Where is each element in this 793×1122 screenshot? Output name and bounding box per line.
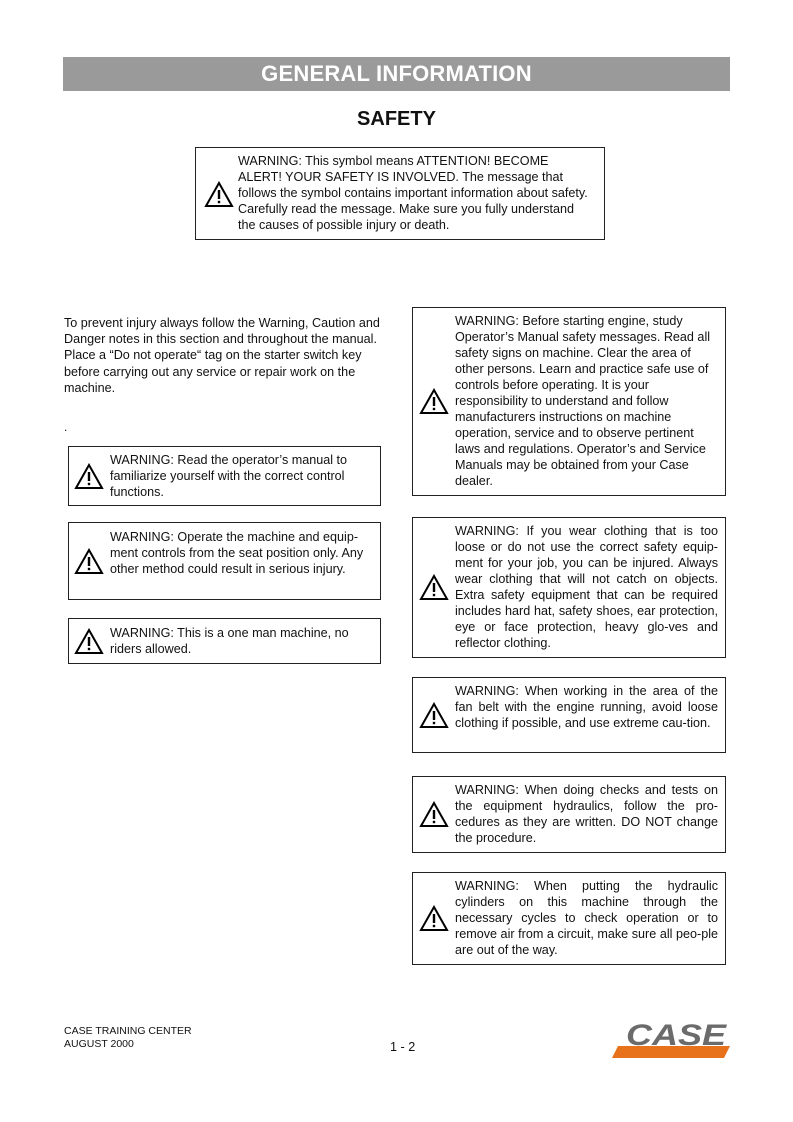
footer-info (64, 1025, 192, 1051)
warning-text: WARNING: When doing checks and tests on the equipment hydraulics, follow the pro-cedures as they are written. DO NOT change the procedure. (455, 783, 718, 845)
warning-text: WARNING: This is a one man machine, no riders allowed. (110, 626, 349, 656)
warning-icon (419, 801, 449, 828)
warning-text: WARNING: If you wear clothing that is too loose or do not use the correct safety equip-ment for your job, you can be injured. Always wear clothing that will not catch on objects. Extra safety equipment that can be required includes hard hat, safety shoes, ear protection, eye or face protection, heavy glo-ves and reflector clothing. (455, 524, 718, 650)
warning-box-clothing (412, 517, 726, 658)
warning-icon (74, 463, 104, 490)
warning-text: WARNING: When working in the area of the fan belt with the engine running, avoid loose clothing if possible, and use extreme cau-tion. (455, 684, 718, 730)
page-title: SAFETY (357, 108, 436, 130)
svg-text:CASE: CASE (626, 1019, 728, 1052)
warning-box-before-starting (412, 307, 726, 496)
case-logo (612, 1018, 730, 1058)
warning-box-hydraulic-cylinders (412, 872, 726, 965)
warning-box-one-man (68, 618, 381, 664)
section-header: GENERAL INFORMATION (63, 57, 730, 91)
warning-box-operators-manual (68, 446, 381, 506)
intro-paragraph: To prevent injury always follow the Warning, Caution and Danger notes in this section and throughout the manual. (64, 316, 380, 347)
warning-box-seat-position (68, 522, 381, 600)
warning-icon (419, 574, 449, 601)
warning-text: WARNING: Read the operator’s manual to familiarize yourself with the correct control functions. (110, 453, 348, 499)
warning-icon (419, 702, 449, 729)
stray-dot: . (64, 420, 68, 434)
page-number: 1 - 2 (390, 1040, 416, 1054)
warning-box-fan-belt (412, 677, 726, 753)
intro-paragraph: Place a “Do not operate“ tag on the starter switch key before carrying out any service or repair work on the machine. (64, 348, 362, 395)
footer-date: AUGUST 2000 (64, 1038, 134, 1050)
warning-icon (419, 905, 449, 932)
warning-text: WARNING: Before starting engine, study Operator’s Manual safety messages. Read all safety signs on machine. Clear the area of other persons. Learn and practice safe use of controls before operating. It is your responsibility to understand and follow manufacturers instructions on machine operation, service and to observe pertinent laws and regulations. Operator’s and Service Manuals may be obtained from your Case dealer. (455, 314, 711, 488)
warning-icon (74, 628, 104, 655)
warning-box-attention (195, 147, 605, 240)
warning-icon (204, 181, 234, 208)
warning-text: WARNING: When putting the hydraulic cylinders on this machine through the necessary cycles to check operation or to remove air from a circuit, make sure all peo-ple are out of the way. (455, 879, 718, 957)
warning-icon (74, 548, 104, 575)
warning-text: WARNING: This symbol means ATTENTION! BECOME ALERT! YOUR SAFETY IS INVOLVED. The message that follows the symbol contains important information about safety. Carefully read the message. Make sure you fully understand the causes of possible injury or death. (238, 154, 588, 232)
warning-box-hydraulics-checks (412, 776, 726, 853)
warning-icon (419, 388, 449, 415)
footer-org: CASE TRAINING CENTER (64, 1025, 192, 1037)
intro-text (64, 315, 382, 396)
warning-text: WARNING: Operate the machine and equip-ment controls from the seat position only. Any other method could result in serious injury. (110, 530, 364, 576)
